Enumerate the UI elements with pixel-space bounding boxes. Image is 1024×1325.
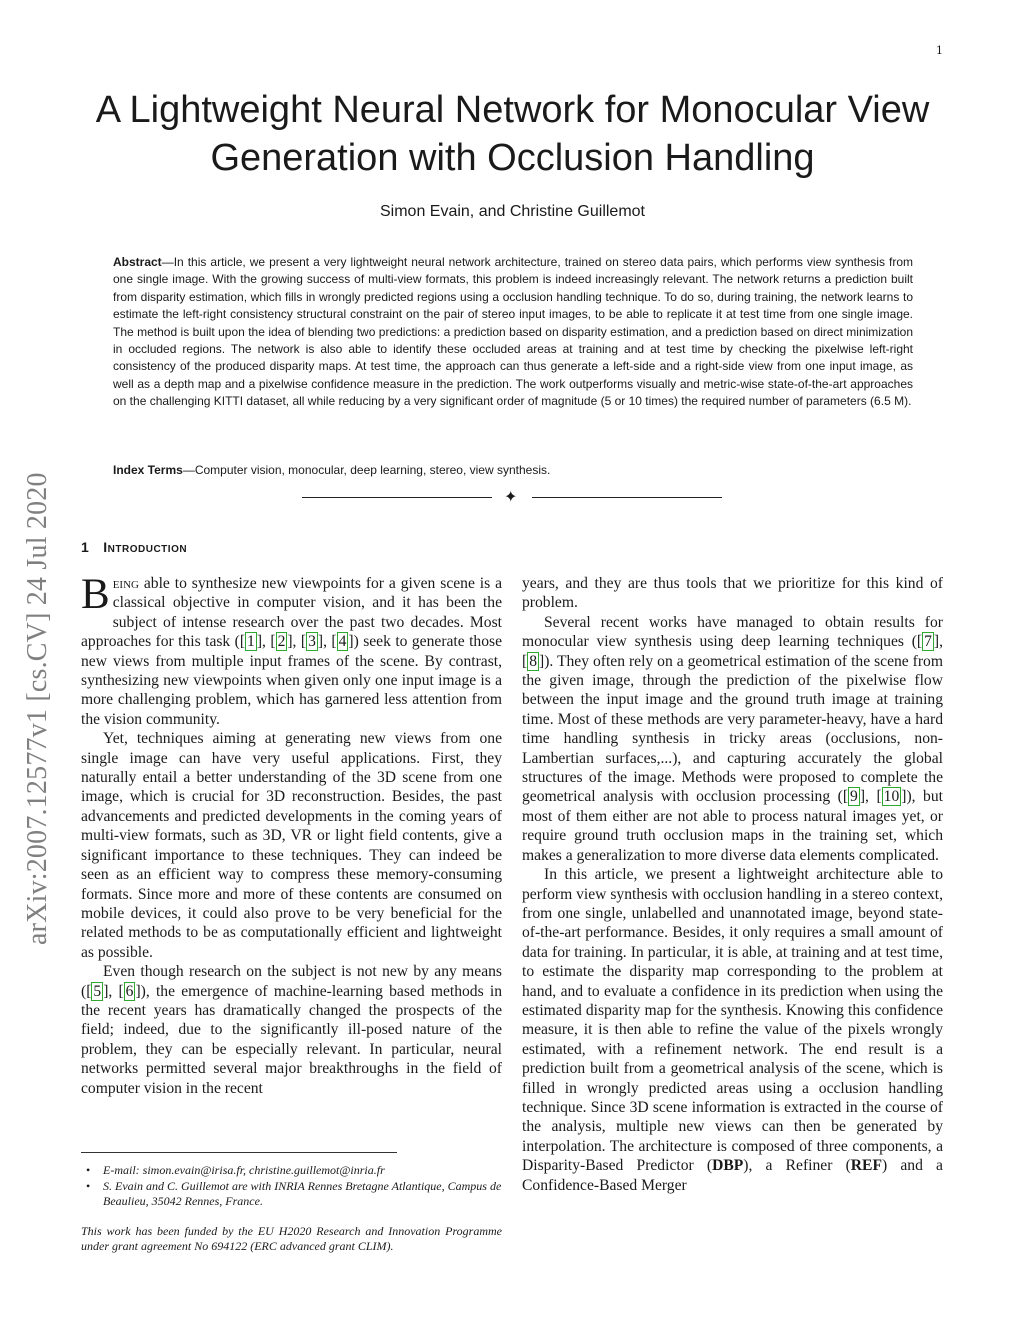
section-number: 1	[81, 539, 90, 555]
citation-link[interactable]: 6	[125, 982, 134, 1000]
text-run: ], [	[256, 633, 276, 651]
text-run: ) and a Confidence-Based Merger	[522, 1157, 943, 1194]
paragraph	[522, 865, 943, 1195]
paragraph	[81, 962, 502, 1098]
footnote-rule	[81, 1152, 397, 1153]
text-run: ], [	[103, 982, 124, 1000]
citation-link[interactable]: 5	[93, 982, 102, 1000]
column-left	[81, 571, 503, 1098]
index-terms-text: —Computer vision, monocular, deep learning, stereo, view synthesis.	[182, 463, 551, 477]
text-run: ], [	[522, 633, 943, 670]
text-run: In this article, we present a lightweight architecture able to perform view synthesis with occlusion handling in a stereo context, from one single, unlabelled and unannotated image, beyond state-of-the-art performance. Besides, it only requires a small amount of data for training. In particular, it is able, at training and at test time, to estimate the disparity map corresponding to the problem at hand, and to evaluate a confidence in its prediction when using the estimated disparity map for the synthesis. Knowing this confidence measure, it is then able to refine the value of the pixels wrongly estimated, with a refinement network. The end result is a prediction built from a geometrical analysis of the scene, which is filled in wrongly predicted areas using a occlusion handling technique. Since 3D scene information is extracted in the course of the analysis, multiple new views can then be generated by interpolation. The architecture is composed of three components, a Disparity-Based Predictor (	[522, 866, 943, 1175]
text-run: ]) seek to generate those new views from multiple input frames of the scene. By contrast, synthesizing new viewpoints when given only one input image is a more challenging problem, which has garnered less attention from the vision community.	[81, 633, 503, 728]
text-run: ), a Refiner (	[743, 1157, 851, 1175]
text-run: ]), but most of them either are not able to process natural images yet, or require ground truth occlusion maps in the training set, which makes a generalization to more diverse data elements complicated.	[522, 788, 943, 864]
footnote-email: • E-mail: simon.evain@irisa.fr, christine.guillemot@inria.fr	[103, 1163, 502, 1179]
text-run: able to synthesize new viewpoints for a given scene is a classical objective in computer vision, and it has been the subject of intense research over the past two decades. Most approaches for this task ([	[81, 575, 502, 651]
text-run: ], [	[859, 788, 882, 806]
paragraph: years, and they are thus tools that we prioritize for this kind of problem.	[522, 575, 943, 612]
text-run: ], [	[317, 633, 337, 651]
citation-link[interactable]: 10	[883, 788, 900, 806]
citation-link[interactable]: 2	[277, 633, 286, 651]
index-terms-label: Index Terms	[113, 463, 183, 477]
text-run: Several recent works have managed to obtain results for monocular view synthesis using deep learning techniques ([	[522, 613, 943, 651]
citation-link[interactable]: 7	[924, 633, 932, 651]
footnote-funding: This work has been funded by the EU H2020 Research and Innovation Programme under grant agreement No 694122 (ERC advanced grant CLIM).	[81, 1223, 502, 1254]
section-separator	[302, 488, 722, 508]
abstract-text: —In this article, we present a very lightweight neural network architecture, trained on stereo data pairs, which performs view synthesis from one single image. With the growing success of multi-view formats, this problem is indeed increasingly relevant. The network returns a prediction built from disparity estimation, which fills in wrongly predicted regions using a occlusion handling technique. To do so, during training, the network learns to estimate the left-right consistency structural constraint on the pair of stereo input images, to be able to replicate it at test time from one single image. The method is built upon the idea of blending two predictions: a prediction based on disparity estimation, and a prediction based on direct minimization in occluded regions. The network is also able to identify these occluded areas at training and at test time by checking the pixelwise left-right consistency of the produced disparity maps. At test time, the approach can thus generate a left-side and a right-side view from one input image, as well as a depth map and a pixelwise confidence measure in the prediction. The work outperforms visually and metric-wise state-of-the-art approaches on the challenging KITTI dataset, all while reducing by a very significant order of magnitude (5 or 10 times) the required number of parameters (6.5 M).	[113, 255, 913, 409]
bold-term: DBP	[712, 1157, 744, 1175]
section-heading	[81, 539, 187, 555]
abstract	[113, 254, 913, 411]
text-run: Even though research on the subject is not new by any means ([	[81, 963, 502, 1000]
citation-link[interactable]: 8	[529, 652, 537, 670]
separator-line-left	[302, 497, 492, 498]
citation-link[interactable]: 4	[338, 633, 347, 651]
citation-link[interactable]: 9	[850, 788, 858, 806]
footnotes	[81, 1163, 502, 1255]
column-right	[522, 574, 943, 1195]
paragraph	[81, 571, 503, 729]
footnote-affiliation: • S. Evain and C. Guillemot are with INRIA Rennes Bretagne Atlantique, Campus de Beaulieu, 35042 Rennes, France.	[103, 1179, 502, 1210]
paragraph	[522, 613, 943, 865]
abstract-label: Abstract	[113, 255, 162, 269]
section-title: Introduction	[103, 539, 188, 555]
smallcaps-text: eing	[112, 575, 139, 592]
citation-link[interactable]: 3	[308, 633, 316, 651]
citation-link[interactable]: 1	[247, 633, 255, 651]
index-terms	[113, 462, 913, 479]
text-run: ]), the emergence of machine-learning based methods in the recent years has dramatically changed the prospects of the field; indeed, due to the significantly ill-posed nature of the problem, they can be especially relevant. In particular, neural networks permitted several major breakthroughs in the field of computer vision in the recent	[81, 982, 502, 1097]
arxiv-stamp: arXiv:2007.12577v1 [cs.CV] 24 Jul 2020	[22, 472, 53, 945]
authors: Simon Evain, and Christine Guillemot	[379, 203, 645, 220]
text-run: ]). They often rely on a geometrical estimation of the scene from the given image, through the prediction of the pixelwise flow between the input image and the ground truth image at training time. Most of these methods are very parameter-heavy, have a hard time handling synthesis in tricky areas (occlusions, non-Lambertian surfaces,...), and capturing accurately the global structures of the image. Methods were proposed to complete the geometrical analysis with occlusion processing ([	[522, 652, 943, 806]
diamond-icon: ✦	[504, 487, 518, 506]
page-number: 1	[936, 44, 943, 57]
bold-term: REF	[850, 1157, 882, 1175]
drop-cap: B	[81, 571, 110, 618]
paragraph: Yet, techniques aiming at generating new views from one single image can have very useful applications. First, they naturally entail a better understanding of the 3D scene from one image, which is crucial for 3D reconstruction. Besides, the past advancements and predicted developments in the coming years of multi-view formats, such as 3D, VR or light field contents, give a significant importance to these techniques. They can indeed be seen as an efficient way to compress these memory-consuming formats. Since more and more of these contents are consumed on mobile devices, it could also prove to be very beneficial for the related methods to be as computationally efficient and lightweight as possible.	[81, 730, 502, 961]
text-run: ], [	[287, 633, 307, 651]
separator-line-right	[532, 497, 722, 498]
paper-title: A Lightweight Neural Network for Monocular View Generation with Occlusion Handling	[95, 89, 930, 179]
